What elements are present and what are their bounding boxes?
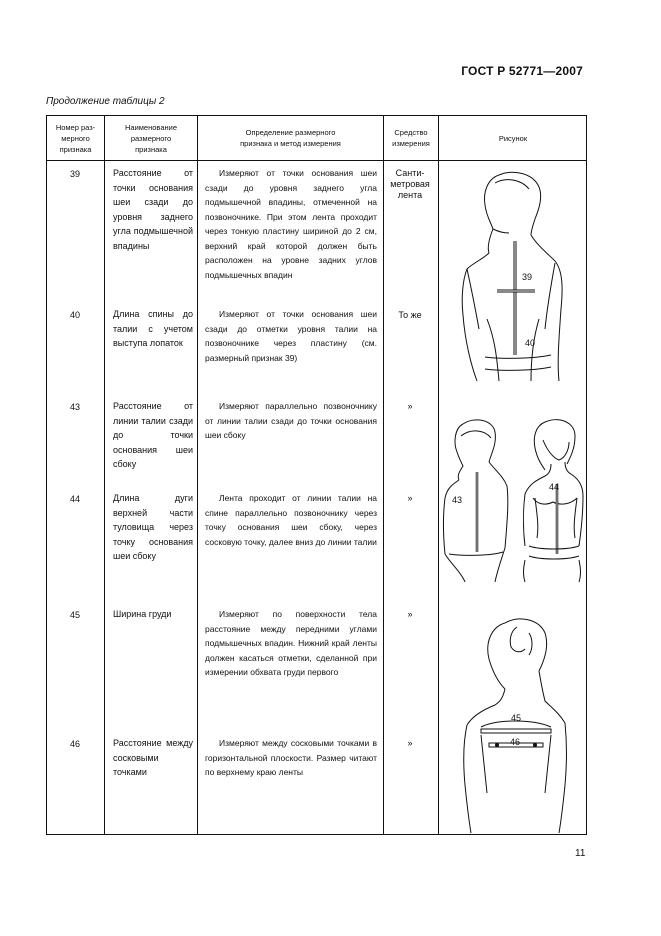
row-number: 46 bbox=[69, 739, 80, 749]
row-definition: Измеряют от точки основания шеи сзади до уровня заднего угла подмышечной впадины, отмеченной на позвоночнике. При этом лента проходит через тонкую пластину шириной до 2 см, верхний край которой должен быть расположен на уровне задних углов подмышечных впадин bbox=[205, 168, 377, 280]
row-name: Длина спины до талии с учетом выступа лопаток bbox=[113, 309, 193, 348]
figure-label: 46 bbox=[510, 737, 521, 747]
figure-label: 39 bbox=[522, 272, 533, 282]
row-name: Ширина груди bbox=[113, 609, 172, 619]
figure-label: 40 bbox=[525, 338, 536, 348]
row-name: Расстояние от точки основания шеи сзади до уровня заднего угла подмышечной впадины bbox=[113, 168, 193, 251]
figure-back-measure bbox=[459, 169, 569, 384]
row-tool: » bbox=[407, 609, 413, 619]
row-definition: Лента проходит от линии талии на спине параллельно позвоночнику через точку основания шеи сбоку, через сосковую точку, далее вниз до линии талии bbox=[205, 493, 377, 547]
row-definition: Измеряют параллельно позвоночнику от линии талии сзади до точки основания шеи сбоку bbox=[205, 401, 377, 440]
row-tool: То же bbox=[398, 310, 422, 320]
row-definition: Измеряют по поверхности тела расстояние между передними углами подмышечных впадин. Нижний край ленты должен касаться отметки, сделанной при измерении обхвата груди первого bbox=[205, 609, 377, 677]
column-header-number: Номер раз- мерного признака bbox=[55, 122, 96, 154]
row-tool: » bbox=[407, 493, 413, 503]
column-header-definition: Определение размерного признака и метод измерения bbox=[240, 128, 341, 148]
page-number: 11 bbox=[575, 848, 586, 859]
row-tool: » bbox=[407, 401, 413, 411]
column-divider bbox=[197, 116, 198, 834]
row-number: 39 bbox=[69, 169, 80, 179]
figure-label: 43 bbox=[452, 495, 463, 505]
column-divider bbox=[438, 116, 439, 834]
row-definition: Измеряют между сосковыми точками в горизонтальной плоскости. Размер читают по верхнему краю ленты bbox=[205, 738, 377, 777]
column-header-tool: Средство измерения bbox=[392, 128, 430, 148]
figure-front-chest-measure bbox=[459, 613, 571, 835]
column-divider bbox=[383, 116, 384, 834]
figure-label: 44 bbox=[549, 482, 560, 492]
header-divider bbox=[47, 160, 586, 161]
row-number: 44 bbox=[69, 494, 80, 504]
row-name: Длина дуги верхней части туловища через точку основания шеи сбоку bbox=[113, 493, 193, 561]
row-tool: » bbox=[407, 738, 413, 748]
figure-back-front-measure bbox=[441, 414, 585, 584]
row-tool: Санти- метровая лента bbox=[390, 168, 430, 200]
table-caption: Продолжение таблицы 2 bbox=[46, 96, 165, 107]
row-name: Расстояние от линии талии сзади до точки основания шеи сбоку bbox=[113, 401, 193, 469]
row-number: 45 bbox=[69, 610, 80, 620]
row-number: 40 bbox=[69, 310, 80, 320]
column-header-figure: Рисунок bbox=[498, 133, 528, 143]
column-divider bbox=[104, 116, 105, 834]
standard-number: ГОСТ Р 52771—2007 bbox=[461, 64, 583, 78]
measurements-table bbox=[46, 115, 587, 835]
row-number: 43 bbox=[69, 402, 80, 412]
figure-label: 45 bbox=[511, 713, 522, 723]
column-header-name: Наименование размерного признака bbox=[125, 122, 177, 154]
row-definition: Измеряют от точки основания шеи сзади до отметки уровня талии на позвоночнике через пластину (см. размерный признак 39) bbox=[205, 309, 377, 363]
row-name: Расстояние между сосковыми точками bbox=[113, 738, 193, 777]
